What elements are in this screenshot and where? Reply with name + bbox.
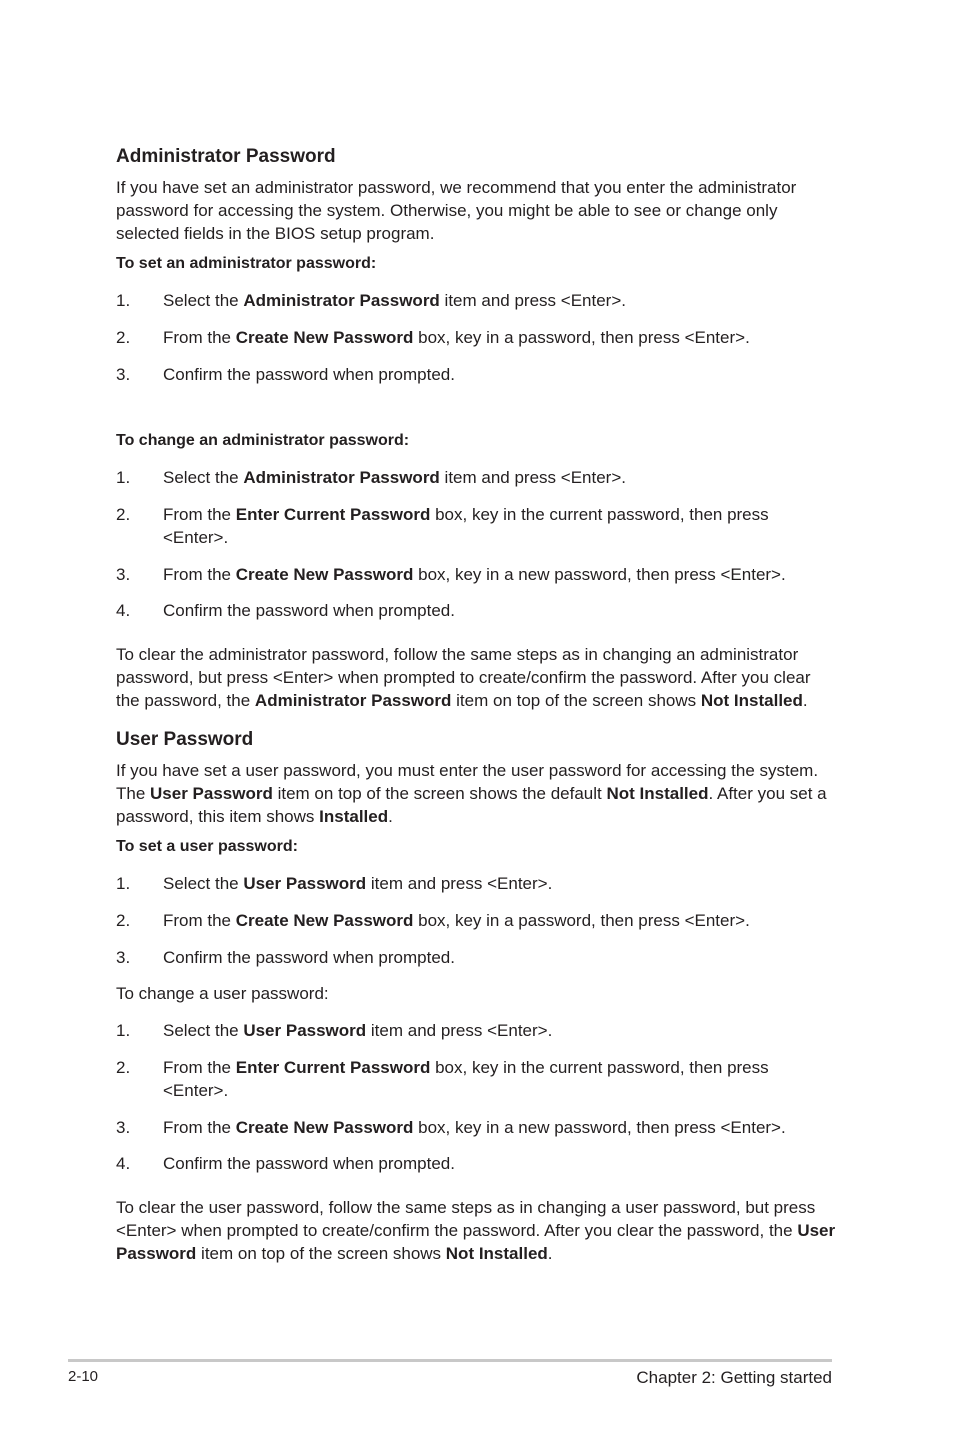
user-password-intro: If you have set a user password, you must enter the user password for accessing the system. The User Password item on top of the screen shows the default Not Installed. After you set a password, this item shows Installed. [116,761,827,826]
user-change-title: To change a user password: [116,984,329,1003]
chapter-title: Chapter 2: Getting started [636,1368,832,1387]
page-number: 2-10 [68,1368,99,1385]
footer-divider [68,1359,832,1362]
admin-clear-paragraph: To clear the administrator password, follow the same steps as in changing an administrator password, but press <Enter> when prompted to create/confirm the password. After you clear the password, the Administrator Password item on top of the screen shows Not Installed. [116,645,811,710]
admin-password-heading: Administrator Password [116,146,336,167]
user-password-heading: User Password [116,729,254,750]
user-clear-paragraph: To clear the user password, follow the same steps as in changing a user password, but press <Enter> when prompted to create/confirm the password. After you clear the password, the User Password item on top of the screen shows Not Installed. [116,1198,836,1263]
admin-change-title: To change an administrator password: [116,432,410,449]
admin-password-intro: If you have set an administrator password, we recommend that you enter the administrator password for accessing the system. Otherwise, you might be able to see or change only selected fields in the BIOS setup program. [116,178,797,243]
admin-set-title: To set an administrator password: [116,255,377,272]
user-set-title: To set a user password: [116,838,298,855]
